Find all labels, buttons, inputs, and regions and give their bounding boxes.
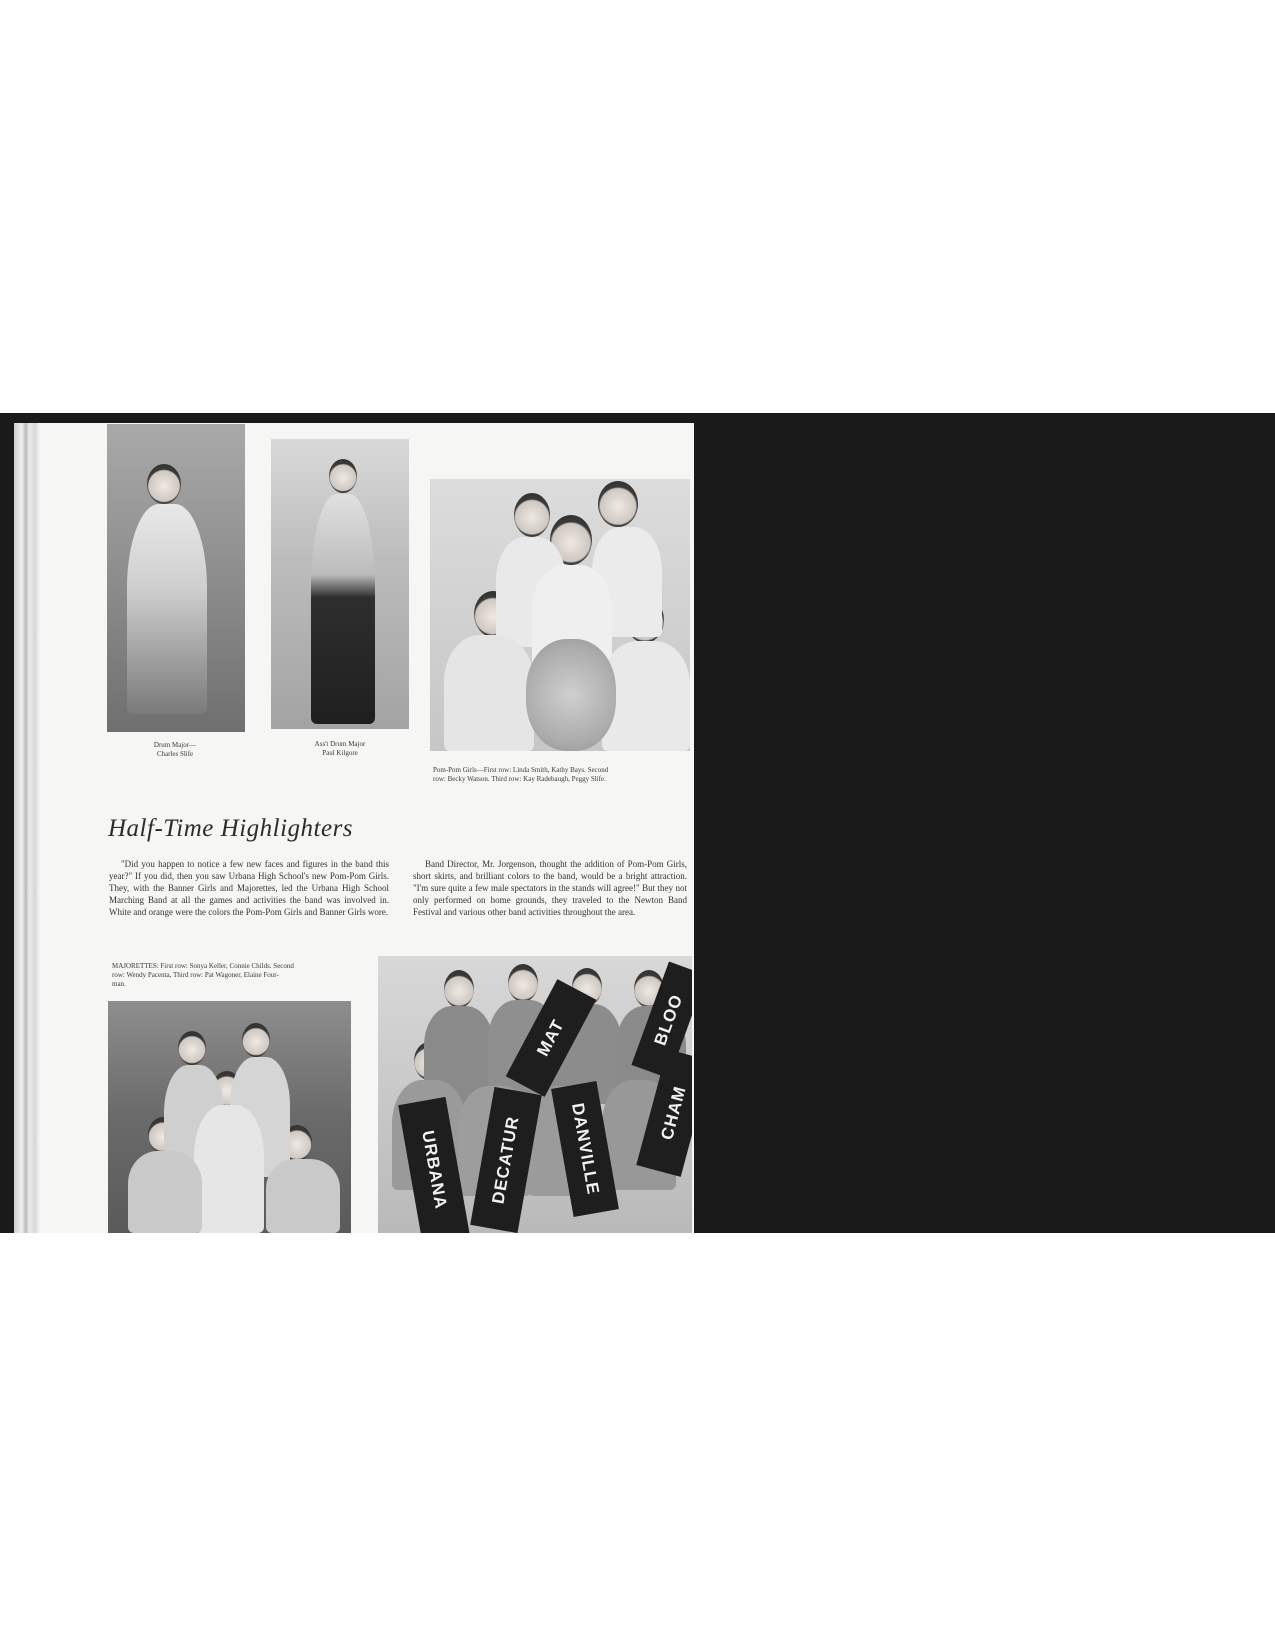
pom-pom-caption-line1: Pom-Pom Girls—First row: Linda Smith, Kathy Bays. Second <box>433 766 609 774</box>
majorettes-caption <box>112 962 352 989</box>
pom-pom-caption-line2: row: Becky Watson. Third row: Kay Radebaugh, Peggy Slife. <box>433 775 606 783</box>
pom-pom-caption <box>433 766 698 784</box>
pom-pom-girls-photo <box>430 479 690 751</box>
pennant-cham: CHAM <box>636 1049 692 1177</box>
pennant-decatur: DECATUR <box>470 1087 542 1233</box>
majorettes-caption-line2: row: Wendy Pacenta, Third row: Pat Wagoner, Elaine Four- <box>112 971 279 979</box>
drum-major-photo <box>107 424 245 732</box>
banner-girls-photo <box>378 956 692 1233</box>
drum-major-caption-line1: Drum Major— <box>153 741 197 749</box>
majorettes-caption-line3: man. <box>112 980 126 988</box>
article-paragraph-2: Band Director, Mr. Jorgenson, thought the addition of Pom-Pom Girls, short skirts, and brilliant colors to the band, would be a bright attraction. "I'm sure quite a few male spectators in the stands will agree!" But they not only performed on home grounds, they traveled to the Newton Band Festival and various other band activities throughout the area. <box>413 859 687 917</box>
article-title: Half-Time Highlighters <box>108 815 354 842</box>
asst-drum-major-caption <box>285 740 395 758</box>
pennant-mat: MAT <box>506 979 596 1097</box>
asst-drum-major-caption-line2: Paul Kilgore <box>322 749 358 757</box>
pennant-bloo: BLOO <box>631 961 692 1078</box>
majorettes-caption-line1: MAJORETTES: First row: Sonya Keller, Connie Childs. Second <box>112 962 294 970</box>
pennant-danville: DANVILLE <box>551 1081 619 1217</box>
asst-drum-major-caption-line1: Ass't Drum Major <box>314 740 366 748</box>
asst-drum-major-photo <box>271 439 409 729</box>
article-paragraph-1: "Did you happen to notice a few new faces and figures in the band this year?" If you did, then you saw Urbana High School's new Pom-Pom Girls. They, with the Banner Girls and Majorettes, led the Urbana High School Marching Band at all the games and activities the band was involved in. White and orange were the colors the Pom-Pom Girls and Banner Girls wore. <box>109 859 389 917</box>
page-binding-edge <box>14 423 40 1233</box>
drum-major-caption <box>120 741 230 759</box>
pennant-urbana: URBANA <box>398 1097 470 1233</box>
majorettes-photo <box>108 1001 351 1233</box>
drum-major-caption-line2: Charles Slife <box>156 750 194 758</box>
